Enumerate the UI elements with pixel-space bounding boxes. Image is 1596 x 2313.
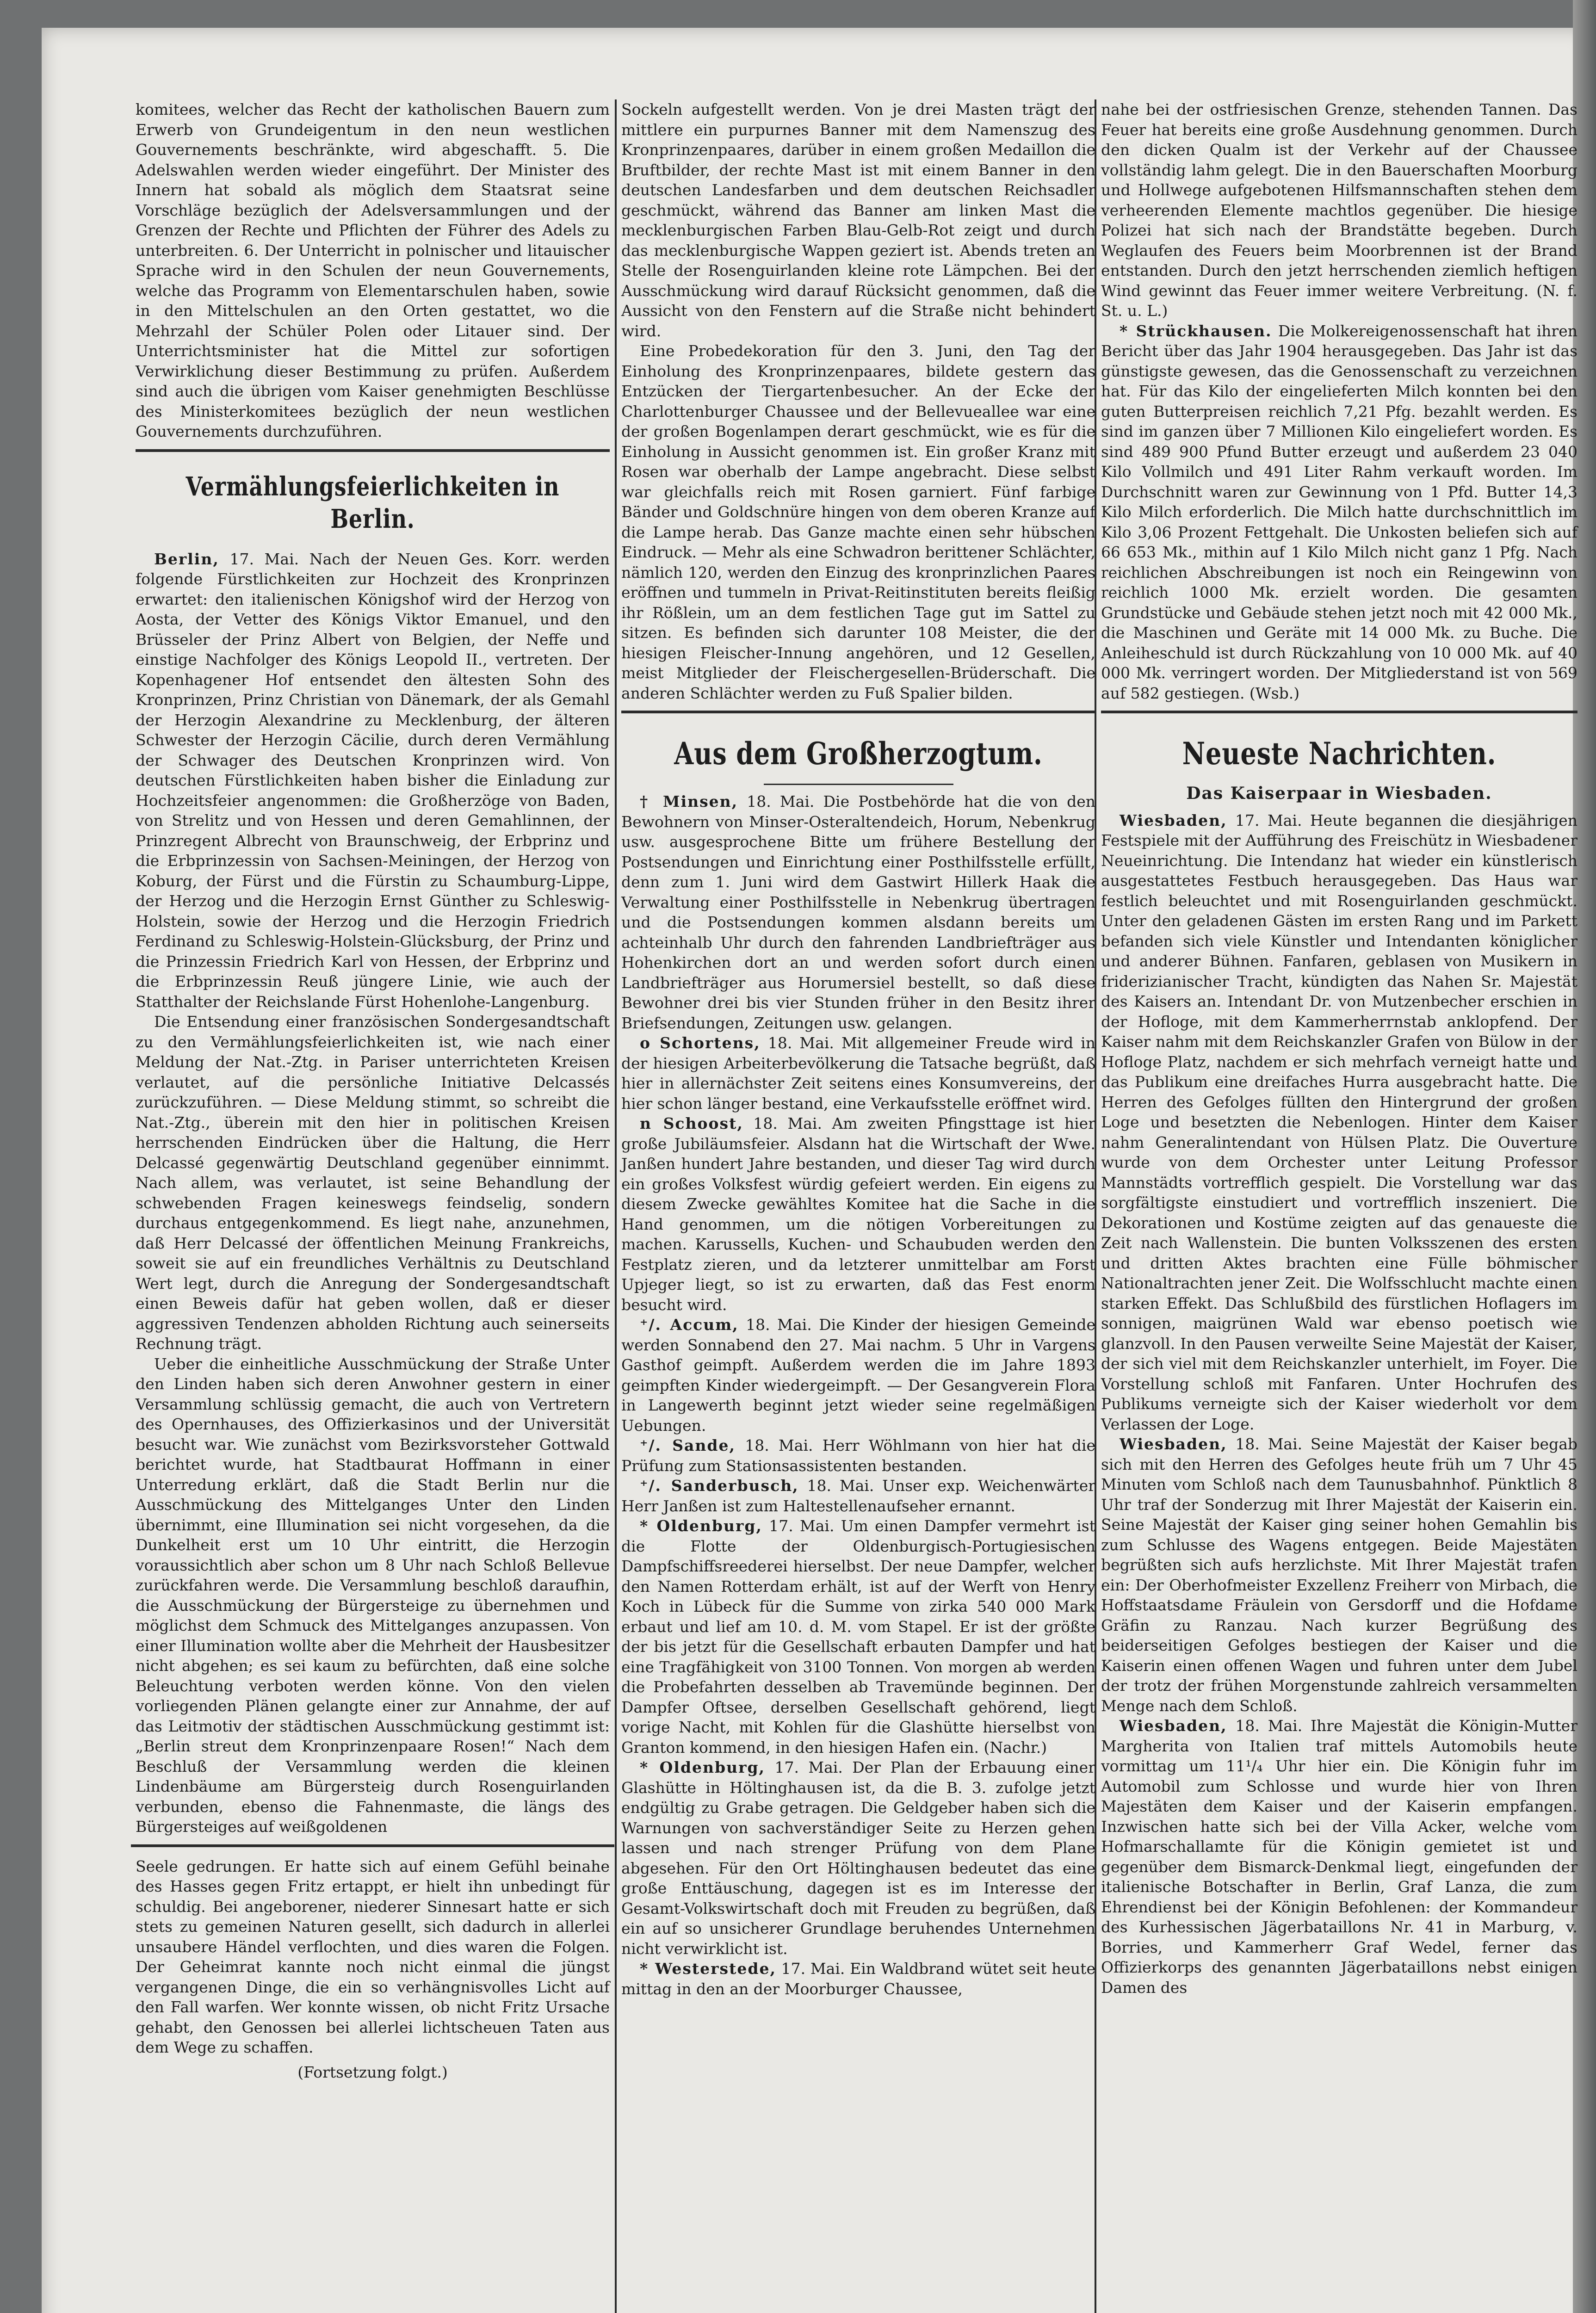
- news-item: * Oldenburg, 17. Mai. Der Plan der Erbauung einer Glashütte in Höltinghausen ist, da die B. 3. zufolge jetzt endgültig zu Grabe getragen. Die Geldgeber haben sich die Warnungen von sachverständiger Seite zu Herzen gehen lassen und nach strenger Prüfung von dem Plane abgesehen. Für den Ort Höltinghausen bedeutet das eine große Enttäuschung, dagegen ist es im Interesse der Gesamt-Volkswirtschaft doch mit Freuden zu begrüßen, daß ein auf so unsicherer Grundlage beruhendes Unternehmen nicht verwirklicht ist.: [621, 1758, 1095, 1958]
- heading-rule: [764, 784, 953, 785]
- subheading-kaiserpaar: Das Kaiserpaar in Wiesbaden.: [1186, 784, 1492, 803]
- feuilleton-rule: [131, 1844, 614, 1847]
- news-item: * Oldenburg, 17. Mai. Um einen Dampfer vermehrt ist die Flotte der Oldenburgisch-Portugiesischen Dampfschiffsreederei hierselbst. Der neue Dampfer, welcher den Namen Rotterdam erhält, ist auf der Werft von Henry Koch in Lübeck für die Summe von zirka 540 000 Mark erbaut und lief am 10. d. M. vom Stapel. Er ist der größte der bis jetzt für die Gesellschaft erbauten Dampfer und hat eine Tragfähigkeit von 3100 Tonnen. Von morgen ab werden die Probefahrten desselben ab Travemünde beginnen. Der Dampfer Oftsee, derselben Gesellschaft gehörend, liegt vorige Nacht, mit Kohlen für die Glashütte hierselbst von Granton kommend, in den hiesigen Hafen ein. (Nachr.): [621, 1517, 1095, 1756]
- news-item: o Schortens, 18. Mai. Mit allgemeiner Freude wird in der hiesigen Arbeiterbevölkerung die Tatsache begrüßt, daß hier in allernächster Zeit seitens eines Konsumvereins, der hier schon länger bestand, eine Verkaufsstelle eröffnet wird.: [621, 1034, 1095, 1113]
- paragraph: Eine Probedekoration für den 3. Juni, den Tag der Einholung des Kronprinzenpaares, bildete gestern das Entzücken der Tiergartenbesucher. An der Ecke der Charlottenburger Chaussee und der Bellevueallee war eine der großen Bogenlampen derart geschmückt, wie es für die Einholung in Aussicht genommen ist. Ein großer Kranz mit Rosen war oberhalb der Lampe angebracht. Diese selbst war gleichfalls reich mit Rosen garniert. Fünf farbige Bänder und Goldschnüre hingen von dem oberen Kranze auf die Lampe herab. Das Ganze machte einen sehr hübschen Eindruck. — Mehr als eine Schwadron berittener Schlächter, nämlich 120, werden den Einzug des kronprinzlichen Paares eröffnen und tummeln in Privat-Reitinstituten bereits fleißig ihr Rößlein, um an dem festlichen Tage gut im Sattel zu sitzen. Es befinden sich darunter 108 Meister, die der hiesigen Fleischer-Innung angehören, und 12 Gesellen, meist Mitglieder der Fleischergesellen-Brüderschaft. Die anderen Schlächter werden zu Fuß Spalier bilden.: [621, 342, 1095, 702]
- news-item: Wiesbaden, 18. Mai. Ihre Majestät die Königin-Mutter Margherita von Italien traf mittels Automobils heute vormittag um 11¹/₄ Uhr hier ein. Die Königin fuhr im Automobil zum Schlosse und wurde hier von Ihren Majestäten dem Kaiser und der Kaiserin empfangen. Inzwischen hatte sich bei der Villa Acker, welche vom Hofmarschallamte für die Königin gemietet ist und gegenüber dem Bismarck-Denkmal liegt, eingefunden der italienische Botschafter in Berlin, Graf Lanza, die zum Ehrendienst bei der Königin Befohlenen: der Kommandeur des Kurhessischen Jägerbataillons Nr. 41 in Marburg, v. Borries, und Kammerherr Graf Wedel, ferner das Offizierkorps des genannten Jägerbataillons nebst einigen Damen des: [1101, 1717, 1577, 1997]
- news-item: * Strückhausen. Die Molkereigenossenschaft hat ihren Bericht über das Jahr 1904 herausgegeben. Das Jahr ist das günstigste gewesen, das die Genossenschaft zu verzeichnen hat. Für das Kilo der eingelieferten Milch konnten bei den guten Butterpreisen reichlich 7,21 Pfg. bezahlt werden. Es sind im ganzen über 7 Millionen Kilo eingeliefert worden. Es sind 489 900 Pfund Butter erzeugt und außerdem 23 040 Kilo Vollmilch und 491 Liter Rahm verkauft worden. Im Durchschnitt waren zur Gewinnung von 1 Pfd. Butter 14,3 Kilo Milch erforderlich. Die Milch hatte durchschnittlich im Kilo 3,06 Prozent Fettgehalt. Die Unkosten beliefen sich auf 66 653 Mk., mithin auf 1 Kilo Milch nicht ganz 1 Pfg. Nach reichlichen Abschreibungen ist noch ein Reingewinn von reichlich 1000 Mk. erzielt worden. Die gesamten Grundstücke und Gebäude stehen jetzt noch mit 42 000 Mk., die Maschinen und Geräte mit 14 000 Mk. zu Buche. Die Anleiheschuld ist durch Rückzahlung von 10 000 Mk. auf 40 000 Mk. verringert worden. Der Mitgliederstand ist von 569 auf 582 gestiegen. (Wsb.): [1101, 322, 1577, 702]
- news-item: ⁺/. Accum, 18. Mai. Die Kinder der hiesigen Gemeinde werden Sonnabend den 27. Mai nachm. 5 Uhr in Vargens Gasthof geimpft. Außerdem werden die im Jahre 1893 geimpften Kinder wiedergeimpft. — Der Gesangverein Flora in Langewerth beginnt jetzt wieder seine regelmäßigen Uebungen.: [621, 1316, 1095, 1435]
- news-item: Wiesbaden, 18. Mai. Seine Majestät der Kaiser begab sich mit den Herren des Gefolges heute früh um 7 Uhr 45 Minuten vom Schloß nach dem Taunusbahnhof. Pünktlich 8 Uhr traf der Sonderzug mit Ihrer Majestät der Kaiserin ein. Seine Majestät der Kaiser ging seiner hohen Gemahlin bis zum Schlusse des Wagens entgegen. Beide Majestäten begrüßten sich aufs herzlichste. Mit Ihrer Majestät trafen ein: Der Oberhofmeister Exzellenz Freiherr von Mirbach, die Hoffstaatsdame Fräulein von Gersdorff und die Hofdame Gräfin zu Ranzau. Nach kurzer Begrüßung des beiderseitigen Gefolges bestiegen der Kaiser und die Kaiserin einen offenen Wagen und fuhren unter dem Jubel der trotz der frühen Morgenstunde zahlreich versammelten Menge nach dem Schloß.: [1101, 1435, 1577, 1715]
- news-item: n Schoost, 18. Mai. Am zweiten Pfingsttage ist hier große Jubiläumsfeier. Alsdann hat die Wirtschaft der Wwe. Janßen hundert Jahre bestanden, und dieser Tag wird durch ein großes Volksfest würdig gefeiert werden. Ein eigens zu diesem Zwecke gewähltes Komitee hat die Sache in die Hand genommen, um die nötigen Vorbereitungen zu machen. Karussells, Kuchen- und Schaubuden werden den Festplatz zieren, und da letzterer unmittelbar am Forst Upjeger liegt, so ist zu erwarten, daß das Fest enorm besucht wird.: [621, 1114, 1095, 1314]
- news-item: * Westerstede, 17. Mai. Ein Waldbrand wütet seit heute mittag in den an der Moorburger Chaussee,: [621, 1960, 1095, 1998]
- heading-grossherzogtum: Aus dem Großherzogtum.: [674, 736, 1043, 772]
- news-item: ⁺/. Sanderbusch, 18. Mai. Unser exp. Weichenwärter Herr Janßen ist zum Haltestellenaufseher ernannt.: [621, 1477, 1095, 1515]
- feuilleton-paragraph: Seele gedrungen. Er hatte sich auf einem Gefühl beinahe des Hasses gegen Fritz ertappt, er hielt ihn unbedingt für schuldig. Bei angeborener, niederer Sinnesart hatte er sich stets zu gemeinen Naturen gesellt, sich dadurch in allerlei unsaubere Händel verflochten, und dies waren die Folgen. Der Geheimrat kannte noch nicht einmal die jüngst vergangenen Dinge, die ein so verhängnisvolles Licht auf den Fall warfen. Wer konnte wissen, ob nicht Fritz Ursache gehabt, den Genossen bei allerlei lichtscheuen Taten aus dem Wege zu schaffen.: [136, 1857, 610, 2056]
- paragraph: Die Entsendung einer französischen Sondergesandtschaft zu den Vermählungsfeierlichkeiten ist, wie nach einer Meldung der Nat.-Ztg. in Pariser unterrichteten Kreisen verlautet, auf die persönliche Initiative Delcassés zurückzuführen. — Diese Meldung stimmt, so schreibt die Nat.-Ztg., überein mit den hier in politischen Kreisen herrschenden Eindrücken über die Haltung, die Herr Delcassé gegenwärtig Deutschland gegenüber einnimmt. Nach allem, was verlautet, ist seine Behandlung der schwebenden Fragen keineswegs feindselig, sondern durchaus entgegenkommend. Es liegt nahe, anzunehmen, daß Herr Delcassé der öffentlichen Meinung Frankreichs, soweit sie auf ein freundliches Verhältnis zu Deutschland Wert legt, durch die Anregung der Sondergesandtschaft einen Beweis dafür hat geben wollen, daß er dieser aggressiven Tendenzen abholden Richtung auch seinerseits Rechnung trägt.: [136, 1013, 610, 1353]
- column-1: [136, 99, 610, 2082]
- dateline: Berlin,: [154, 550, 219, 568]
- news-item: ⁺/. Sande, 18. Mai. Herr Wöhlmann von hier hat die Prüfung zum Stationsassistenten bestanden.: [621, 1436, 1095, 1475]
- paragraph: Sockeln aufgestellt werden. Von je drei Masten trägt der mittlere ein purpurnes Banner mit dem Namenszug des Kronprinzenpaares, darüber in einem großen Medaillon die Bruftbilder, der rechte Mast ist mit einem Banner in den deutschen Landesfarben und dem deutschen Reichsadler geschmückt, während das Banner am linken Mast die mecklenburgischen Farben Blau-Gelb-Rot zeigt und durch das mecklenburgische Wappen geziert ist. Abends treten an Stelle der Rosenguirlanden kleine rote Lämpchen. Bei der Ausschmückung wird darauf Rücksicht genommen, daß die Aussicht von den Fenstern auf die Straße nicht behindert wird.: [621, 100, 1095, 340]
- continuation-note: (Fortsetzung folgt.): [297, 2063, 448, 2081]
- heading-vermaehlung: Vermählungsfeierlichkeiten in Berlin.: [186, 471, 560, 534]
- heading-neueste-nachrichten: Neueste Nachrichten.: [1182, 736, 1497, 772]
- article-continuation: komitees, welcher das Recht der katholischen Bauern zum Erwerb von Grundeigentum in den neun westlichen Gouvernements beschränkte, wird abgeschafft. 5. Die Adelswahlen werden wieder eingeführt. Der Minister des Innern hat sobald als möglich dem Staatsrat seine Vorschläge bezüglich der Adelsversammlungen und der Grenzen der Rechte und Pflichten der Führer des Adels zu unterbreiten. 6. Der Unterricht in polnischer und litauischer Sprache wird in den Schulen der neun Gouvernements, welche das Programm von Elementarschulen haben, sowie in den Mittelschulen an den Orten gestattet, wo die Mehrzahl der Schüler Polen oder Litauer sind. Der Unterrichtsminister hat die Mittel zur sofortigen Verwirklichung dieser Bestimmung zu prüfen. Außerdem sind auch die übrigen vom Kaiser genehmigten Beschlüsse des Ministerkomitees bezüglich der neun westlichen Gouvernements durchzuführen.: [136, 100, 610, 440]
- column-3: [1101, 99, 1577, 1998]
- section-rule: [621, 711, 1095, 713]
- paragraph: Berlin, 17. Mai. Nach der Neuen Ges. Korr. werden folgende Fürstlichkeiten zur Hochzeit des Kronprinzen erwartet: den italienischen Königshof wird der Herzog von Aosta, der Vetter des Königs Viktor Emanuel, und den Brüsseler der Prinz Albert von Belgien, der Neffe und einstige Nachfolger des Königs Leopold II., vertreten. Der Kopenhagener Hof entsendet den ältesten Sohn des Kronprinzen, Prinz Christian von Dänemark, der als Gemahl der Herzogin Alexandrine zu Mecklenburg, der älteren Schwester der Herzogin Cäcilie, durch deren Vermählung der Schwager des Deutschen Kronprinzen wird. Von deutschen Fürstlichkeiten haben bisher die Einladung zur Hochzeitsfeier angenommen: die Großherzöge von Baden, von Strelitz und von Hessen und deren Gemahlinnen, der Prinzregent Albrecht von Braunschweig, der Erbprinz und die Erbprinzessin von Sachsen-Meiningen, der Herzog von Koburg, der Fürst und die Fürstin zu Schaumburg-Lippe, der Herzog und die Herzogin Ernst Günther zu Schleswig-Holstein, sowie der Herzog und die Herzogin Friedrich Ferdinand zu Schleswig-Holstein-Glücksburg, der Prinz und die Prinzessin Friedrich Karl von Hessen, der Erbprinz und die Erbprinzessin Reuß jüngere Linie, wie auch der Statthalter der Reichslande Fürst Hohenlohe-Langenburg.: [136, 550, 610, 1011]
- column-2: [621, 99, 1095, 1999]
- news-item: Wiesbaden, 17. Mai. Heute begannen die diesjährigen Festspiele mit der Aufführung des Freischütz in Wiesbadener Neueinrichtung. Die Intendanz hat wieder ein künstlerisch ausgestattetes Festbuch herausgegeben. Das Haus war festlich beleuchtet und mit Rosenguirlanden geschmückt. Unter den geladenen Gästen im ersten Rang und im Parkett befanden sich viele Künstler und Intendanten königlicher und anderer Bühnen. Fanfaren, geblasen von Musikern in friderizianischer Tracht, kündigten das Nahen Sr. Majestät des Kaisers an. Intendant Dr. von Mutzenbecher erschien in der Hofloge, mit dem Kammerherrnstab anklopfend. Der Kaiser nahm mit dem Reichskanzler Grafen von Bülow in der Hofloge Platz, nachdem er sich mehrfach verneigt hatte und das Publikum eine dreifaches Hurra ausgebracht hatte. Die Herren des Gefolges füllten den Hintergrund der großen Loge und besetzten die Nebenlogen. Hinter dem Kaiser nahm Generalintendant von Hülsen Platz. Die Ouverture wurde von dem Orchester unter Leitung Professor Mannstädts vortrefflich gespielt. Die Vorstellung war das sorgfältigste einstudiert und vortrefflich inszeniert. Die Dekorationen und Kostüme zeigten auf das genaueste die Zeit nach Wallenstein. Die bunten Volksszenen des ersten und dritten Aktes brachten eine Fülle böhmischer Nationaltrachten jener Zeit. Die Wolfsschlucht machte einen starken Effekt. Das Schlußbild des fürstlichen Hoflagers im sonnigen, maigrünen Wald war ebenso poetisch wie glanzvoll. In den Pausen verweilte Seine Majestät der Kaiser, der sich viel mit dem Reichskanzler unterhielt, im Foyer. Die Vorstellung schloß mit Fanfaren. Unter Hochrufen des Publikums verneigte sich der Kaiser wiederholt vor dem Verlassen der Loge.: [1101, 811, 1577, 1433]
- section-rule: [1101, 711, 1577, 713]
- column-rule-1: [615, 99, 617, 2313]
- paragraph: nahe bei der ostfriesischen Grenze, stehenden Tannen. Das Feuer hat bereits eine große Ausdehnung genommen. Durch den dicken Qualm ist der Verkehr auf der Chaussee vollständig lahm gelegt. Die in den Bauerschaften Moorburg und Hollwege aufgebotenen Hilfsmannschaften stehen dem verheerenden Elemente machtlos gegenüber. Die hiesige Polizei hat sich nach der Brandstätte begeben. Durch Weglaufen des Feuers beim Moorbrennen ist der Brand entstanden. Durch den jetzt herrschenden ziemlich heftigen Wind gewinnt das Feuer immer weitere Verbreitung. (N. f. St. u. L.): [1101, 100, 1577, 320]
- paragraph: Ueber die einheitliche Ausschmückung der Straße Unter den Linden haben sich deren Anwohner gestern in einer Versammlung schlüssig gemacht, die auch von Vertretern des Opernhauses, des Offizierkasinos und der Universität besucht war. Wie zunächst vom Bezirksvorsteher Gottwald berichtet wurde, hat Stadtbaurat Hoffmann in einer Unterredung erklärt, daß die Stadt Berlin nur die Ausschmückung des Mittelganges Unter den Linden übernimmt, eine Illumination sei nicht vorgesehen, da die Dunkelheit erst um 10 Uhr eintritt, die Herzogin voraussichtlich aber schon um 8 Uhr nach Schloß Bellevue zurückfahren werde. Die Versammlung beschloß daraufhin, die Ausschmückung der Bürgersteige zu übernehmen und möglichst dem Schmuck des Mittelganges anzupassen. Von einer Illumination wollte aber die Mehrheit der Hausbesitzer nicht abgehen; es sei kaum zu befürchten, daß eine solche Beleuchtung verboten werden könne. Von den vielen vorliegenden Plänen gelangte einer zur Annahme, der auf das Leitmotiv der städtischen Ausschmückung gestimmt ist: „Berlin streut dem Kronprinzenpaare Rosen!“ Nach dem Beschluß der Versammlung werden die kleinen Lindenbäume am Bürgersteig durch Rosenguirlanden verbunden, ebenso die Fahnenmaste, die längs des Bürgersteiges auf weißgoldenen: [136, 1354, 610, 1836]
- section-rule: [136, 449, 610, 452]
- news-item: † Minsen, 18. Mai. Die Postbehörde hat die von den Bewohnern von Minser-Osteraltendeich, Horum, Nebenkrug usw. ausgesprochene Bitte um frühere Bestellung der Postsendungen und Einrichtung einer Posthilfsstelle erfüllt, denn zum 1. Juni wird dem Gastwirt Hillerk Haak die Verwaltung einer Posthilfsstelle in Nebenkrug übertragen und die Postsendungen kommen alsdann bereits um achteinhalb Uhr durch den fahrenden Landbriefträger aus Hohenkirchen dort an und werden sofort durch einen Landbriefträger aus Horumersiel bestellt, so daß diese Bewohner drei bis vier Stunden früher in den Besitz ihrer Briefsendungen, Zeitungen usw. gelangen.: [621, 792, 1095, 1032]
